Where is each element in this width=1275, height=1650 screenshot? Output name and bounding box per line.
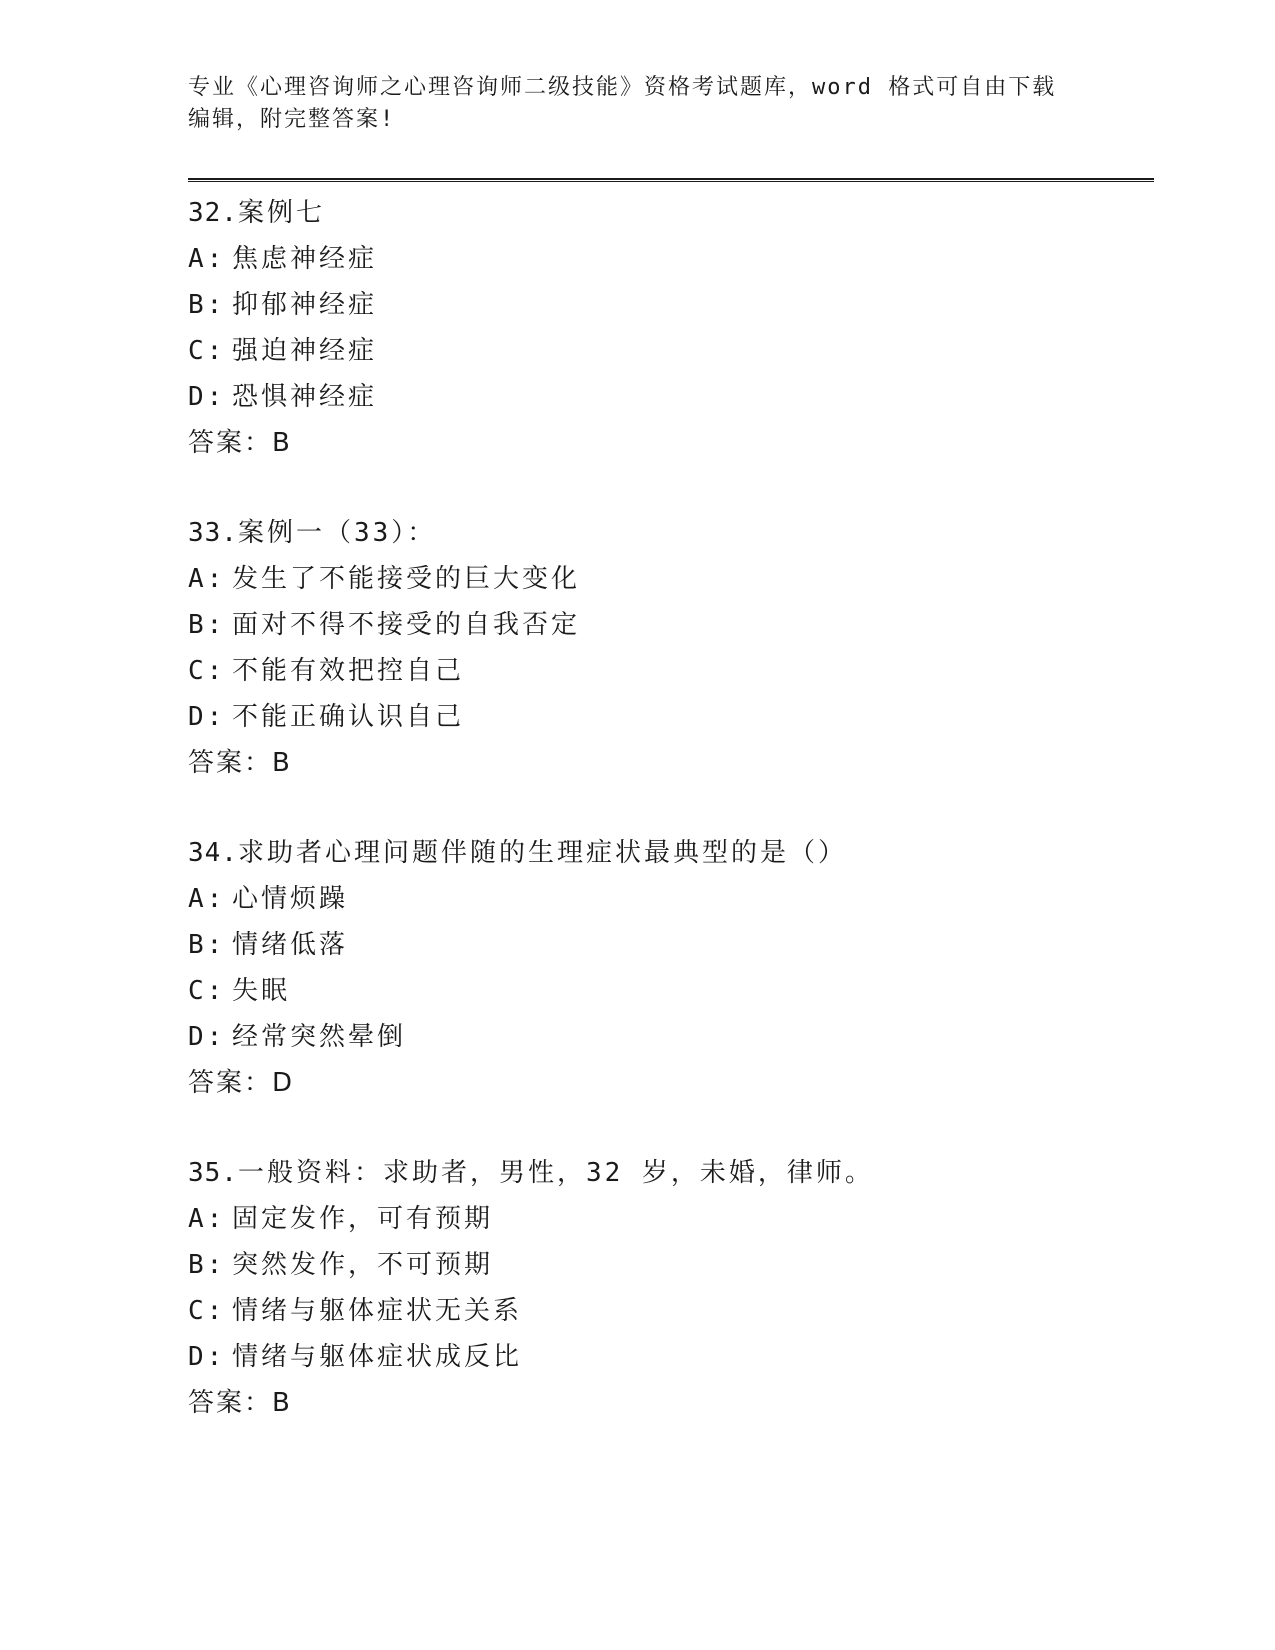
option-letter: D: — [188, 1342, 226, 1372]
option-letter: D: — [188, 702, 226, 732]
option-text: 焦虑神经症 — [232, 244, 378, 274]
option-b — [188, 1242, 1148, 1288]
option-c — [188, 328, 1148, 374]
option-letter: C: — [188, 976, 226, 1006]
question-stem — [188, 1150, 1148, 1196]
question-text: 一般资料：求助者，男性，32 岁，未婚，律师。 — [237, 1158, 874, 1188]
option-letter: C: — [188, 1296, 226, 1326]
question-text: 求助者心理问题伴随的生理症状最典型的是（） — [237, 838, 847, 868]
option-letter: A: — [188, 244, 226, 274]
question-33 — [188, 510, 1148, 786]
option-d — [188, 694, 1148, 740]
option-letter: B: — [188, 1250, 226, 1280]
option-d — [188, 374, 1148, 420]
option-text: 固定发作，可有预期 — [232, 1204, 494, 1234]
option-letter: A: — [188, 884, 226, 914]
option-letter: A: — [188, 564, 226, 594]
option-a — [188, 556, 1148, 602]
option-text: 发生了不能接受的巨大变化 — [232, 564, 581, 594]
option-text: 失眠 — [232, 976, 291, 1006]
header-divider — [188, 178, 1154, 182]
option-d — [188, 1334, 1148, 1380]
question-34 — [188, 830, 1148, 1106]
option-c — [188, 968, 1148, 1014]
header-line-2: 编辑，附完整答案! — [188, 107, 396, 132]
option-d — [188, 1014, 1148, 1060]
question-number: 33. — [188, 518, 238, 548]
question-list — [188, 190, 1148, 1470]
option-letter: B: — [188, 610, 226, 640]
option-c — [188, 1288, 1148, 1334]
option-text: 情绪与躯体症状成反比 — [232, 1342, 523, 1372]
question-text: 案例一（33）： — [237, 518, 437, 548]
option-letter: B: — [188, 290, 226, 320]
answer-line: 答案：B — [188, 428, 292, 458]
question-text: 案例七 — [237, 198, 325, 228]
question-number: 35. — [188, 1158, 238, 1188]
option-text: 不能正确认识自己 — [232, 702, 465, 732]
question-32 — [188, 190, 1148, 466]
question-number: 34. — [188, 838, 238, 868]
option-letter: C: — [188, 656, 226, 686]
option-text: 抑郁神经症 — [232, 290, 378, 320]
option-letter: D: — [188, 382, 226, 412]
document-header — [188, 72, 1088, 136]
option-a — [188, 1196, 1148, 1242]
header-line-1: 专业《心理咨询师之心理咨询师二级技能》资格考试题库，word 格式可自由下载 — [188, 75, 1057, 100]
option-text: 强迫神经症 — [232, 336, 378, 366]
option-text: 恐惧神经症 — [232, 382, 378, 412]
question-stem — [188, 190, 1148, 236]
option-letter: C: — [188, 336, 226, 366]
option-text: 面对不得不接受的自我否定 — [232, 610, 581, 640]
option-c — [188, 648, 1148, 694]
option-text: 突然发作，不可预期 — [232, 1250, 494, 1280]
option-letter: A: — [188, 1204, 226, 1234]
question-number: 32. — [188, 198, 238, 228]
option-text: 经常突然晕倒 — [232, 1022, 407, 1052]
option-text: 情绪与躯体症状无关系 — [232, 1296, 523, 1326]
question-stem — [188, 510, 1148, 556]
option-b — [188, 602, 1148, 648]
option-letter: D: — [188, 1022, 226, 1052]
option-letter: B: — [188, 930, 226, 960]
question-35 — [188, 1150, 1148, 1426]
answer-line: 答案：B — [188, 1388, 292, 1418]
option-b — [188, 922, 1148, 968]
answer-line: 答案：B — [188, 748, 292, 778]
option-text: 心情烦躁 — [232, 884, 349, 914]
question-stem — [188, 830, 1148, 876]
option-text: 不能有效把控自己 — [232, 656, 465, 686]
option-text: 情绪低落 — [232, 930, 349, 960]
answer-line: 答案：D — [188, 1068, 295, 1098]
option-a — [188, 876, 1148, 922]
option-a — [188, 236, 1148, 282]
option-b — [188, 282, 1148, 328]
